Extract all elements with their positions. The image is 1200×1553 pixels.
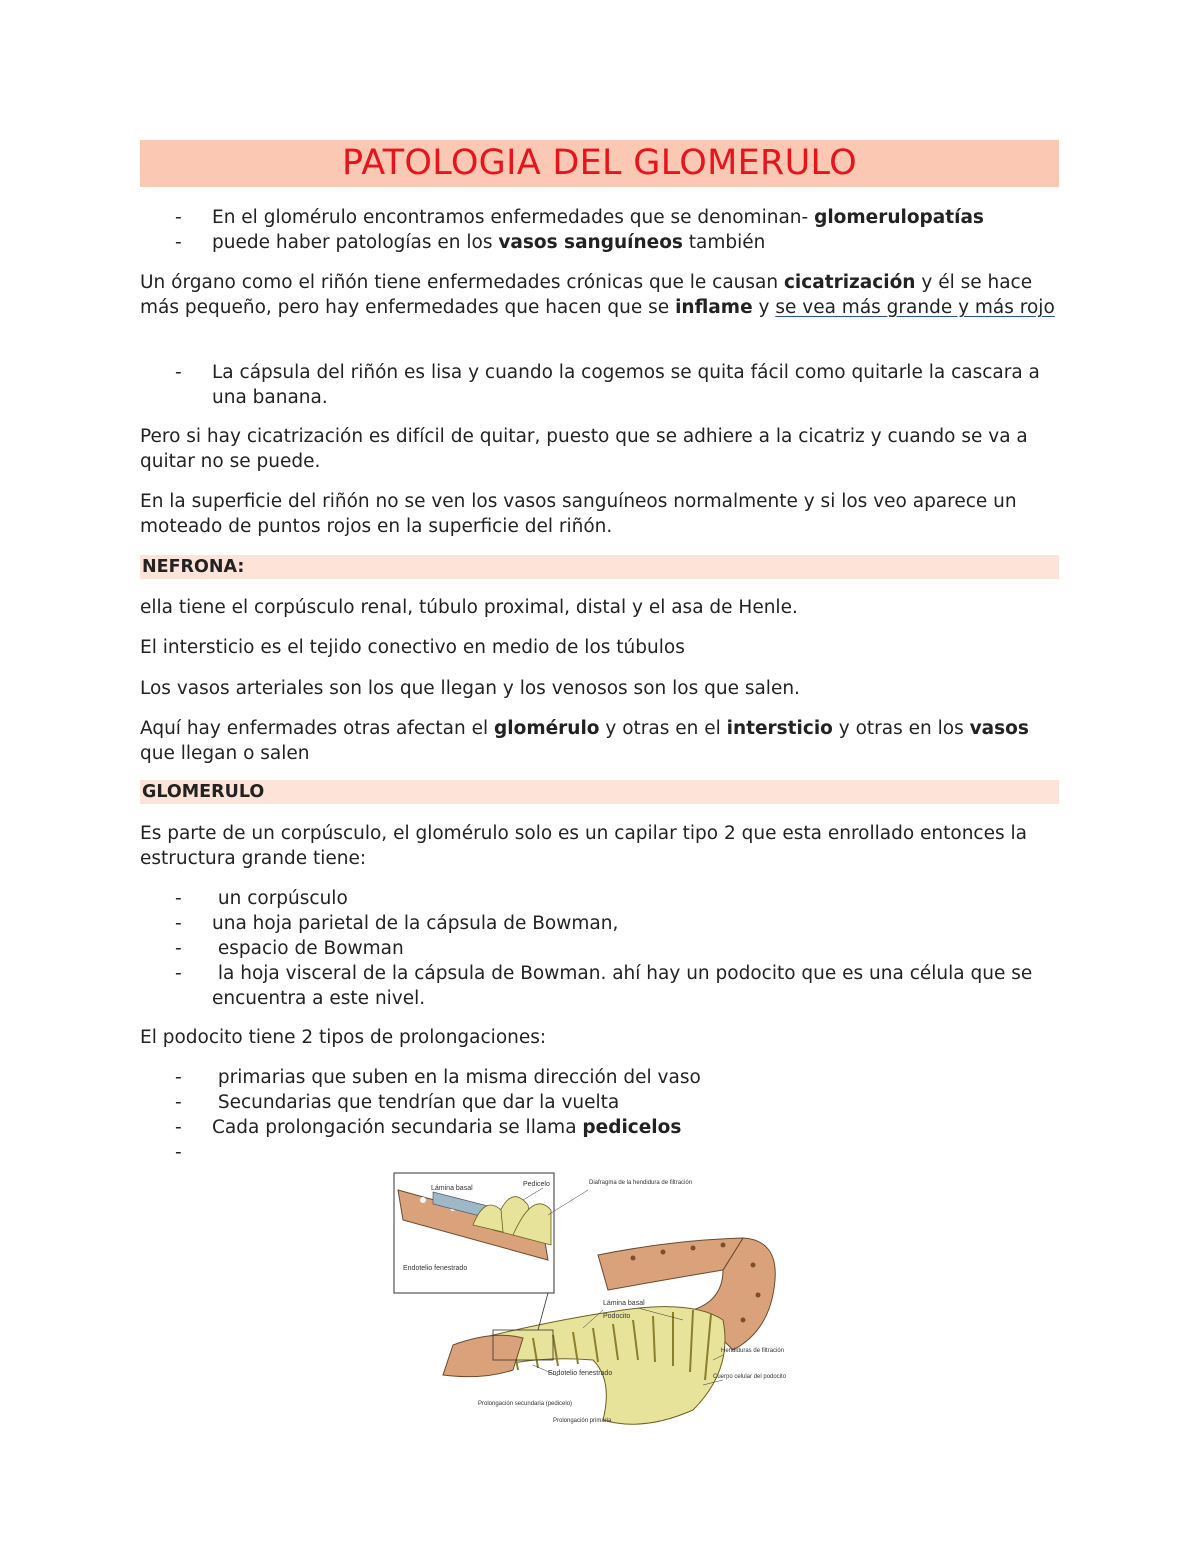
list-item-text: un corpúsculo	[212, 888, 348, 909]
list-item-text: puede haber patologías en los	[212, 232, 499, 253]
list-item	[140, 1115, 1060, 1140]
section-heading-nefrona: NEFRONA:	[140, 555, 1059, 579]
paragraph-text: y otras en los	[832, 718, 970, 739]
title-banner	[140, 140, 1059, 187]
list-item	[140, 205, 1060, 230]
bold-term: pedicelos	[582, 1117, 682, 1138]
list-item	[140, 961, 1060, 1011]
list-item	[140, 1065, 1060, 1090]
list-dash: -	[175, 1117, 182, 1138]
paragraph	[140, 716, 1060, 766]
paragraph: En la superficie del riñón no se ven los vasos sanguíneos normalmente y si los veo aparece un moteado de puntos rojos en la superficie del riñón.	[140, 491, 1017, 537]
bold-term: inflame	[675, 297, 753, 318]
list-item	[140, 911, 1060, 936]
structure-list	[140, 886, 1060, 1011]
label-lamina-basal-inset: Lámina basal	[431, 1185, 473, 1192]
list-item-text: La cápsula del riñón es lisa y cuando la cogemos se quita fácil como quitarle la cascara a una banana.	[212, 362, 1040, 408]
list-item	[140, 1140, 1060, 1165]
paragraph-text: Un órgano como el riñón tiene enfermedades crónicas que le causan	[140, 272, 784, 293]
podocyte-illustration	[393, 1170, 793, 1442]
intro-list	[140, 205, 1060, 255]
paragraph: El intersticio es el tejido conectivo en medio de los túbulos	[140, 637, 685, 658]
list-dash: -	[175, 362, 182, 383]
list-dash: -	[175, 888, 182, 909]
bold-term: cicatrización	[783, 272, 916, 293]
label-lamina-basal: Lámina basal	[603, 1300, 645, 1307]
list-item-text: espacio de Bowman	[212, 938, 404, 959]
label-prolong-secundaria: Prolongación secundaria (pedicelo)	[478, 1401, 573, 1407]
label-endotelio-inset: Endotelio fenestrado	[403, 1265, 468, 1272]
capsule-list	[140, 360, 1060, 410]
label-pedicelo: Pedicelo	[523, 1181, 550, 1188]
list-item	[140, 230, 1060, 255]
list-item	[140, 360, 1060, 410]
list-item	[140, 936, 1060, 961]
label-podocito: Podocito	[603, 1313, 631, 1320]
section-heading-glomerulo: GLOMERULO	[140, 780, 1059, 804]
list-dash: -	[175, 207, 182, 228]
label-hendiduras: Hendiduras de filtración	[721, 1348, 785, 1354]
paragraph: El podocito tiene 2 tipos de prolongaciones:	[140, 1027, 547, 1048]
list-dash: -	[175, 1142, 182, 1163]
list-dash: -	[175, 232, 182, 253]
paragraph: Es parte de un corpúsculo, el glomérulo solo es un capilar tipo 2 que esta enrollado entonces la estructura grande tiene:	[140, 823, 1027, 869]
paragraph-text: y	[752, 297, 776, 318]
list-item-text: también	[682, 232, 766, 253]
endothelium-fragment	[443, 1335, 523, 1376]
list-dash: -	[175, 1067, 182, 1088]
label-prolong-primaria: Prolongación primaria	[553, 1418, 612, 1424]
paragraph-text: y él se hace más pequeño, pero hay enfermedades que hacen que se	[140, 272, 1033, 318]
list-dash: -	[175, 963, 182, 984]
list-item-text	[212, 1140, 1060, 1165]
bold-term: vasos	[969, 718, 1029, 739]
paragraph: Los vasos arteriales son los que llegan y los venosos son los que salen.	[140, 678, 800, 699]
label-cuerpo-celular: Cuerpo celular del podocito	[713, 1374, 787, 1380]
list-item	[140, 1090, 1060, 1115]
list-item-text: la hoja visceral de la cápsula de Bowman. ahí hay un podocito que es una célula que se encuentra a este nivel.	[212, 963, 1039, 1009]
list-item-text: Secundarias que tendrían que dar la vuelta	[212, 1092, 620, 1113]
paragraph: ella tiene el corpúsculo renal, túbulo proximal, distal y el asa de Henle.	[140, 597, 798, 618]
podocyte-diagram	[393, 1170, 793, 1442]
list-item-text: Cada prolongación secundaria se llama pedicelos	[212, 1117, 682, 1138]
paragraph-text: Aquí hay enfermades otras afectan el	[140, 718, 495, 739]
label-diafragma: Diafragma de la hendidura de filtración	[589, 1180, 693, 1186]
list-item-text: primarias que suben en la misma dirección del vaso	[212, 1067, 701, 1088]
paragraph: Pero si hay cicatrización es difícil de quitar, puesto que se adhiere a la cicatriz y cuando se va a quitar no se puede.	[140, 426, 1028, 472]
list-dash: -	[175, 913, 182, 934]
label-endotelio: Endotelio fenestrado	[548, 1370, 613, 1377]
bold-term: glomérulo	[494, 718, 600, 739]
prolongation-list	[140, 1065, 1060, 1165]
page-title: PATOLOGIA DEL GLOMERULO	[342, 143, 857, 183]
list-item	[140, 886, 1060, 911]
list-item-text: una hoja parietal de la cápsula de Bowman,	[212, 913, 619, 934]
underlined-text: se vea más grande y más rojo	[775, 297, 1055, 318]
paragraph-text: y otras en el	[599, 718, 727, 739]
list-item-bold: glomerulopatías	[814, 207, 984, 228]
list-dash: -	[175, 938, 182, 959]
bold-term: intersticio	[726, 718, 833, 739]
list-dash: -	[175, 1092, 182, 1113]
paragraph-text: que llegan o salen	[140, 743, 310, 764]
list-item-bold: vasos sanguíneos	[498, 232, 683, 253]
list-item-text: En el glomérulo encontramos enfermedades que se denominan-	[212, 207, 815, 228]
paragraph	[140, 270, 1060, 320]
